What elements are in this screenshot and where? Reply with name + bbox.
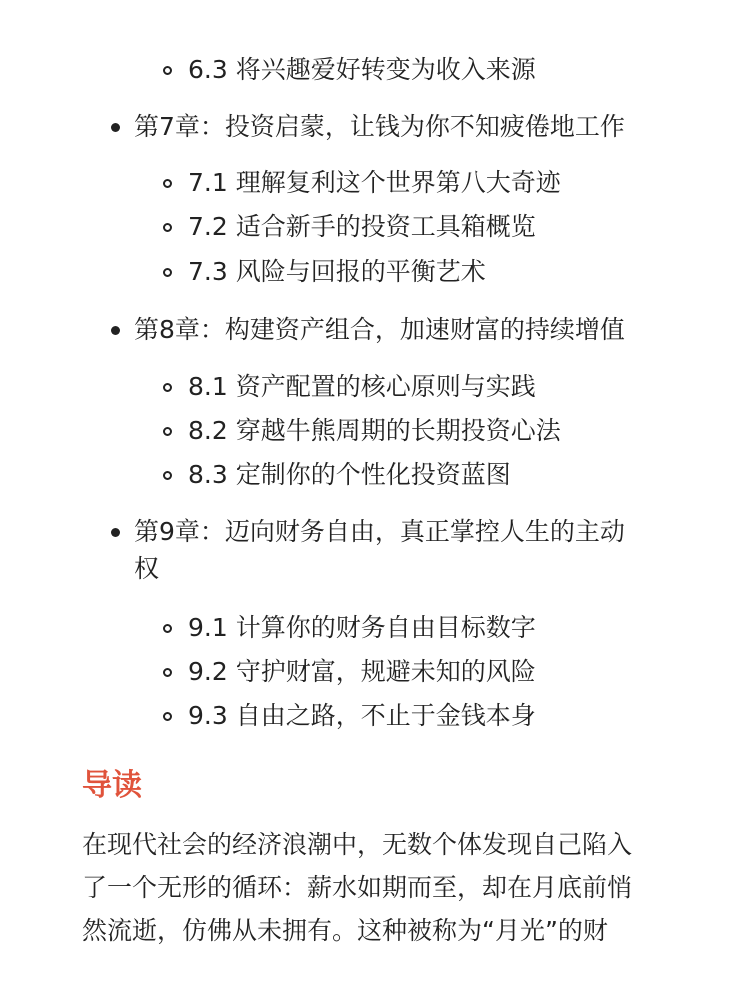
- toc-chapter-8: 第8章：构建资产组合，加速财富的持续增值: [134, 315, 625, 344]
- intro-heading: 导读: [82, 768, 142, 803]
- intro-paragraph-line-2: 了一个无形的循环：薪水如期而至，却在月底前悄: [82, 873, 633, 902]
- toc-chapter-7: 第7章：投资启蒙，让钱为你不知疲倦地工作: [134, 112, 625, 141]
- toc-item-8-2: 8.2 穿越牛熊周期的长期投资心法: [188, 416, 561, 445]
- sub-bullet-icon: [163, 268, 172, 277]
- chapter-bullet-icon: [111, 326, 120, 335]
- sub-bullet-icon: [163, 668, 172, 677]
- sub-bullet-icon: [163, 471, 172, 480]
- toc-item-6-3: 6.3 将兴趣爱好转变为收入来源: [188, 55, 536, 84]
- intro-paragraph-line-3: 然流逝，仿佛从未拥有。这种被称为“月光”的财: [82, 916, 608, 945]
- sub-bullet-icon: [163, 712, 172, 721]
- sub-bullet-icon: [163, 66, 172, 75]
- toc-chapter-9-line-2: 权: [134, 554, 160, 583]
- sub-bullet-icon: [163, 427, 172, 436]
- intro-paragraph-line-1: 在现代社会的经济浪潮中，无数个体发现自己陷入: [82, 830, 633, 859]
- toc-item-9-1: 9.1 计算你的财务自由目标数字: [188, 613, 536, 642]
- toc-item-9-3: 9.3 自由之路，不止于金钱本身: [188, 701, 536, 730]
- sub-bullet-icon: [163, 223, 172, 232]
- sub-bullet-icon: [163, 624, 172, 633]
- toc-item-7-2: 7.2 适合新手的投资工具箱概览: [188, 212, 536, 241]
- toc-item-7-3: 7.3 风险与回报的平衡艺术: [188, 257, 486, 286]
- toc-item-9-2: 9.2 守护财富，规避未知的风险: [188, 657, 536, 686]
- toc-item-7-1: 7.1 理解复利这个世界第八大奇迹: [188, 168, 561, 197]
- chapter-bullet-icon: [111, 528, 120, 537]
- toc-item-8-3: 8.3 定制你的个性化投资蓝图: [188, 460, 511, 489]
- chapter-bullet-icon: [111, 123, 120, 132]
- toc-item-8-1: 8.1 资产配置的核心原则与实践: [188, 372, 536, 401]
- toc-chapter-9-line-1: 第9章：迈向财务自由，真正掌控人生的主动: [134, 517, 625, 546]
- sub-bullet-icon: [163, 383, 172, 392]
- sub-bullet-icon: [163, 179, 172, 188]
